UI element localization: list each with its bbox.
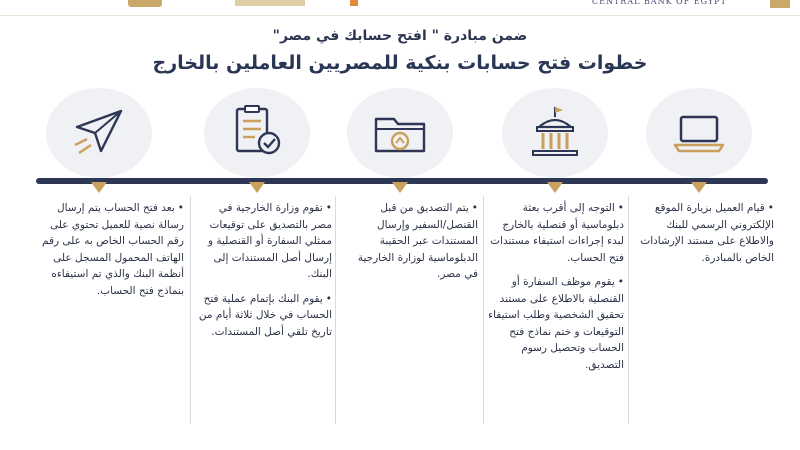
top-logo-strip: [0, 0, 800, 16]
timeline-marker-step-1: [691, 182, 707, 193]
column-divider: [483, 196, 484, 424]
cbe-logo-text: CENTRAL BANK OF EGYPT: [592, 0, 727, 6]
step-4-paragraph-2: • يقوم البنك بإتمام عملية فتح الحساب في خلال ثلاثة أيام من تاريخ تلقي أصل المستندات.: [196, 291, 332, 341]
step-2-icon-circle: [502, 88, 608, 178]
embassy-building-icon: [523, 101, 587, 165]
checklist-approved-icon: [225, 101, 289, 165]
step-3-icon-circle: [347, 88, 453, 178]
step-1-paragraph-1: • قيام العميل بزيارة الموقع الإلكتروني الرسمي للبنك والاطلاع على مستند الإرشادات الخاص بالمبادرة.: [634, 200, 774, 266]
partner-logo: [350, 0, 358, 6]
step-2-paragraph-1: • التوجه إلى أقرب بعثة دبلوماسية أو قنصلية بالخارج لبدء إجراءات استيفاء مستندات فتح الحساب.: [488, 200, 624, 266]
timeline-marker-step-5: [91, 182, 107, 193]
step-4-paragraph-1: • تقوم وزارة الخارجية في مصر بالتصديق على توقيعات ممثلي السفارة أو القنصلية و إرسال أصل المستندات إلى البنك.: [196, 200, 332, 283]
initiative-subtitle: ضمن مبادرة " افتح حسابك في مصر": [272, 28, 528, 44]
column-divider: [335, 196, 336, 424]
website-logo: [235, 0, 305, 6]
step-5-icon-circle: [46, 88, 152, 178]
step-2-paragraph-2: • يقوم موظف السفارة أو القنصلية بالاطلاع على مستند تحقيق الشخصية وطلب استيفاء التوقيعات و ختم نماذج فتح الحساب وتحصيل رسوم التصديق.: [488, 274, 624, 373]
step-1-icon-circle: [646, 88, 752, 178]
step-3-text: [342, 200, 478, 291]
step-3-paragraph-1: • يتم التصديق من قبل القنصل/السفير وإرسال المستندات عبر الحقيبة الدبلوماسية لوزارة الخارجية في مصر.: [342, 200, 478, 283]
step-1-text: [634, 200, 774, 274]
step-4-icon-circle: [204, 88, 310, 178]
step-5-paragraph-1: • بعد فتح الحساب يتم إرسال رسالة نصية للعميل تحتوي على رقم الحساب الخاص به على رقم الهاتف المحمول المسجل على أنظمة البنك والذي تم استيفاءه بنماذج فتح الحساب.: [40, 200, 184, 299]
folder-upload-icon: [368, 101, 432, 165]
paper-plane-icon: [67, 101, 131, 165]
cbe-emblem: [770, 0, 790, 8]
timeline-marker-step-3: [392, 182, 408, 193]
timeline-marker-step-2: [547, 182, 563, 193]
step-4-text: [196, 200, 332, 348]
column-divider: [190, 196, 191, 424]
step-2-text: [488, 200, 624, 381]
laptop-icon: [667, 101, 731, 165]
page-title: خطوات فتح حسابات بنكية للمصريين العاملين بالخارج: [152, 52, 648, 74]
column-divider: [628, 196, 629, 424]
timeline-marker-step-4: [249, 182, 265, 193]
initiative-logo: [128, 0, 162, 7]
step-5-text: [40, 200, 184, 307]
